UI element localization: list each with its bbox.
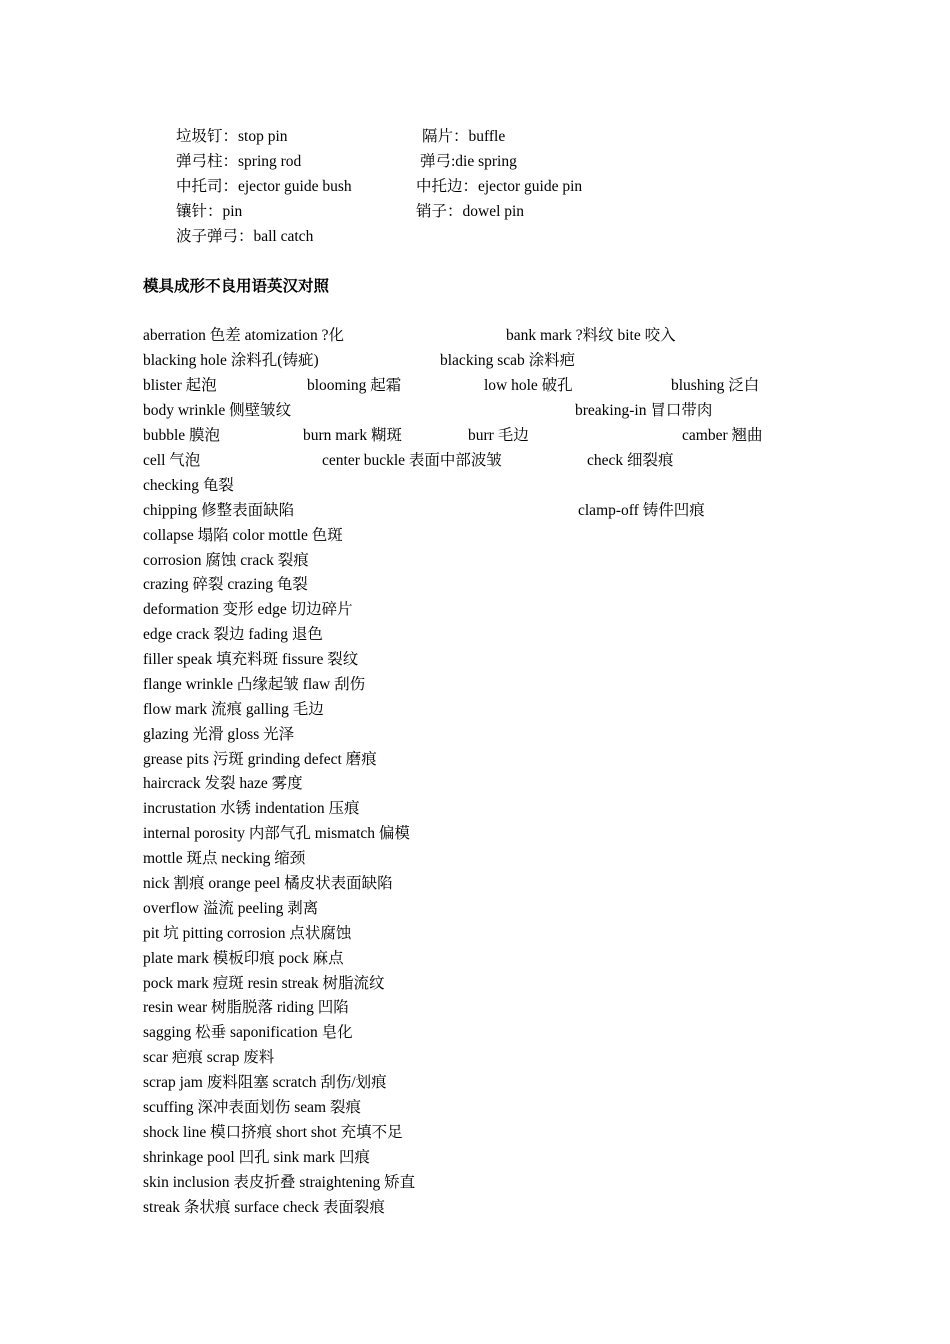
term-row-5-a: bubble 膜泡 xyxy=(143,427,221,444)
parts-left-4: 镶针：pin xyxy=(176,203,243,220)
term-row-8-a: chipping 修整表面缺陷 xyxy=(143,502,295,519)
parts-left-1: 垃圾钉：stop pin xyxy=(176,128,288,145)
term-row-7-a: checking 龟裂 xyxy=(143,477,234,494)
term-row-5-b: burn mark 糊斑 xyxy=(303,427,403,444)
term-row-3-a: blister 起泡 xyxy=(143,377,217,394)
term-line: glazing 光滑 gloss 光泽 xyxy=(143,726,295,743)
term-line: overflow 溢流 peeling 剥离 xyxy=(143,900,319,917)
term-line: deformation 变形 edge 切边碎片 xyxy=(143,601,353,618)
term-line: corrosion 腐蚀 crack 裂痕 xyxy=(143,552,309,569)
parts-right-4: 销子：dowel pin xyxy=(416,203,525,220)
term-line: crazing 碎裂 crazing 龟裂 xyxy=(143,576,308,593)
term-row-4-a: body wrinkle 侧壁皱纹 xyxy=(143,402,292,419)
term-line: internal porosity 内部气孔 mismatch 偏模 xyxy=(143,825,410,842)
parts-left-5: 波子弹弓：ball catch xyxy=(176,228,314,245)
term-line: plate mark 模板印痕 pock 麻点 xyxy=(143,950,344,967)
term-line: shrinkage pool 凹孔 sink mark 凹痕 xyxy=(143,1149,370,1166)
term-row-6-b: center buckle 表面中部波皱 xyxy=(322,452,502,469)
term-row-1-a: aberration 色差 atomization ?化 xyxy=(143,327,345,344)
term-line: grease pits 污斑 grinding defect 磨痕 xyxy=(143,751,377,768)
parts-left-2: 弹弓柱：spring rod xyxy=(176,153,302,170)
parts-right-1: 隔片：buffle xyxy=(422,128,506,145)
term-line: scuffing 深冲表面划伤 seam 裂痕 xyxy=(143,1099,361,1116)
term-row-3-b: blooming 起霜 xyxy=(307,377,402,394)
term-line: pit 坑 pitting corrosion 点状腐蚀 xyxy=(143,925,352,942)
term-line: pock mark 痘斑 resin streak 树脂流纹 xyxy=(143,975,385,992)
term-row-5-c: burr 毛边 xyxy=(468,427,529,444)
term-line: resin wear 树脂脱落 riding 凹陷 xyxy=(143,999,349,1016)
term-row-2-a: blacking hole 涂料孔(铸疵) xyxy=(143,352,319,369)
term-line: shock line 模口挤痕 short shot 充填不足 xyxy=(143,1124,403,1141)
term-line: scrap jam 废料阻塞 scratch 刮伤/划痕 xyxy=(143,1074,387,1091)
term-line: flange wrinkle 凸缘起皱 flaw 刮伤 xyxy=(143,676,366,693)
term-row-1-b: bank mark ?料纹 bite 咬入 xyxy=(506,327,676,344)
term-row-6-a: cell 气泡 xyxy=(143,452,201,469)
term-line: filler speak 填充料斑 fissure 裂纹 xyxy=(143,651,359,668)
term-line: haircrack 发裂 haze 雾度 xyxy=(143,775,303,792)
term-line: nick 割痕 orange peel 橘皮状表面缺陷 xyxy=(143,875,393,892)
term-row-5-d: camber 翘曲 xyxy=(682,427,763,444)
parts-left-3: 中托司：ejector guide bush xyxy=(176,178,352,195)
term-line: sagging 松垂 saponification 皂化 xyxy=(143,1024,353,1041)
term-line: edge crack 裂边 fading 退色 xyxy=(143,626,323,643)
term-row-3-c: low hole 破孔 xyxy=(484,377,573,394)
term-row-2-b: blacking scab 涂料疤 xyxy=(440,352,576,369)
term-line: mottle 斑点 necking 缩颈 xyxy=(143,850,306,867)
term-line: collapse 塌陷 color mottle 色斑 xyxy=(143,527,343,544)
term-line: scar 疤痕 scrap 废料 xyxy=(143,1049,275,1066)
term-line: incrustation 水锈 indentation 压痕 xyxy=(143,800,360,817)
term-row-3-d: blushing 泛白 xyxy=(671,377,760,394)
parts-right-2: 弹弓:die spring xyxy=(420,153,517,170)
parts-right-3: 中托边：ejector guide pin xyxy=(416,178,583,195)
term-row-6-c: check 细裂痕 xyxy=(587,452,674,469)
term-row-4-b: breaking-in 冒口带肉 xyxy=(575,402,713,419)
term-line: flow mark 流痕 galling 毛边 xyxy=(143,701,324,718)
term-line: streak 条状痕 surface check 表面裂痕 xyxy=(143,1199,385,1216)
section-title: 模具成形不良用语英汉对照 xyxy=(143,278,330,295)
term-line: skin inclusion 表皮折叠 straightening 矫直 xyxy=(143,1174,416,1191)
term-row-8-b: clamp-off 铸件凹痕 xyxy=(578,502,705,519)
